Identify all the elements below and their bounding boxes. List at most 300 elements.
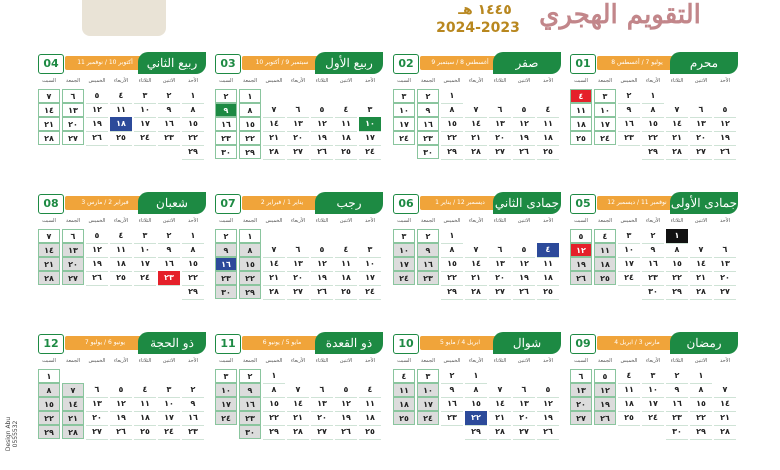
- day-cell[interactable]: ٣٠: [642, 285, 664, 300]
- day-cell[interactable]: ٢٦: [714, 145, 736, 160]
- day-cell[interactable]: ٢٤: [134, 271, 156, 286]
- day-cell[interactable]: ١٨: [110, 257, 132, 272]
- day-cell[interactable]: ٢٦: [110, 425, 132, 440]
- day-cell[interactable]: ٢٥: [594, 271, 616, 285]
- day-cell[interactable]: ١٨: [393, 397, 415, 411]
- day-cell[interactable]: ١٧: [417, 397, 439, 411]
- day-cell[interactable]: ١٠: [393, 243, 415, 257]
- day-cell[interactable]: ١٢: [513, 257, 535, 272]
- day-cell[interactable]: ١٦: [666, 397, 688, 412]
- day-cell[interactable]: ٣: [417, 369, 439, 383]
- day-cell[interactable]: ٢١: [263, 131, 285, 146]
- day-cell[interactable]: ١٠: [215, 383, 237, 397]
- day-cell[interactable]: ٥: [110, 383, 132, 398]
- day-cell[interactable]: ٢٠: [311, 411, 333, 426]
- day-cell[interactable]: ٢٣: [666, 411, 688, 426]
- day-cell[interactable]: ٢١: [690, 271, 712, 286]
- day-cell[interactable]: ٢٦: [86, 131, 108, 146]
- day-cell[interactable]: ٢٤: [359, 285, 381, 300]
- day-cell[interactable]: ١٦: [158, 117, 180, 132]
- day-cell[interactable]: ٤: [393, 369, 415, 383]
- day-cell[interactable]: ٥: [311, 103, 333, 118]
- day-cell[interactable]: ١٨: [335, 271, 357, 286]
- day-cell[interactable]: ١١: [359, 397, 381, 412]
- day-cell[interactable]: ٢٤: [134, 131, 156, 146]
- day-cell[interactable]: ٨: [182, 103, 204, 118]
- day-cell[interactable]: ١: [239, 229, 261, 243]
- day-cell[interactable]: ٧: [465, 243, 487, 258]
- day-cell[interactable]: ١٩: [311, 131, 333, 146]
- day-cell[interactable]: ١٢: [714, 117, 736, 132]
- day-cell[interactable]: ١٧: [134, 117, 156, 132]
- day-cell[interactable]: ٢٤: [642, 411, 664, 426]
- day-cell[interactable]: ٢٠: [287, 271, 309, 286]
- day-cell[interactable]: ٨: [690, 383, 712, 398]
- day-cell[interactable]: ١٠: [642, 383, 664, 398]
- day-cell[interactable]: ١: [690, 369, 712, 384]
- day-cell[interactable]: ٣: [134, 229, 156, 244]
- day-cell[interactable]: ١٩: [335, 411, 357, 426]
- day-cell[interactable]: ٢: [158, 89, 180, 104]
- day-cell[interactable]: ١٥: [239, 257, 261, 271]
- day-cell[interactable]: ٢٨: [465, 285, 487, 300]
- day-cell[interactable]: ٢٤: [393, 271, 415, 285]
- day-cell[interactable]: ١١: [335, 257, 357, 272]
- day-cell[interactable]: ٨: [182, 243, 204, 258]
- day-cell[interactable]: ٨: [239, 243, 261, 257]
- day-cell[interactable]: ٣: [594, 89, 616, 103]
- day-cell[interactable]: ١٤: [38, 103, 60, 117]
- day-cell[interactable]: ٢٧: [62, 131, 84, 145]
- day-cell[interactable]: ١٩: [714, 131, 736, 146]
- day-cell[interactable]: ١٩: [311, 271, 333, 286]
- day-cell[interactable]: ٢٧: [287, 285, 309, 300]
- day-cell[interactable]: ٢: [158, 229, 180, 244]
- day-cell[interactable]: ٢٦: [537, 425, 559, 440]
- day-cell[interactable]: ٢٦: [513, 285, 535, 300]
- day-cell[interactable]: ٢٧: [287, 145, 309, 160]
- day-cell[interactable]: ١٦: [618, 117, 640, 132]
- day-cell[interactable]: ١: [666, 229, 688, 244]
- day-cell[interactable]: ٢٣: [158, 131, 180, 146]
- day-cell[interactable]: ١٦: [417, 117, 439, 131]
- day-cell[interactable]: ١٤: [714, 397, 736, 412]
- day-cell[interactable]: ١٧: [393, 257, 415, 271]
- day-cell[interactable]: ٤: [335, 103, 357, 118]
- day-cell[interactable]: ١٧: [134, 257, 156, 272]
- day-cell[interactable]: ١: [263, 369, 285, 384]
- day-cell[interactable]: ٢٨: [263, 145, 285, 160]
- day-cell[interactable]: ٢١: [62, 411, 84, 425]
- day-cell[interactable]: ٢٦: [570, 271, 592, 285]
- day-cell[interactable]: ١٦: [441, 397, 463, 412]
- day-cell[interactable]: ١٩: [537, 411, 559, 426]
- day-cell[interactable]: ٢٠: [62, 117, 84, 131]
- day-cell[interactable]: ٥: [594, 369, 616, 383]
- day-cell[interactable]: ١٤: [465, 257, 487, 272]
- day-cell[interactable]: ١٦: [215, 117, 237, 131]
- day-cell[interactable]: ٢٢: [239, 271, 261, 285]
- day-cell[interactable]: ٢: [417, 229, 439, 243]
- day-cell[interactable]: ١٥: [690, 397, 712, 412]
- day-cell[interactable]: ٢٨: [489, 425, 511, 440]
- day-cell[interactable]: ٥: [335, 383, 357, 398]
- day-cell[interactable]: ٢٥: [393, 411, 415, 425]
- day-cell[interactable]: ٣: [359, 243, 381, 258]
- day-cell[interactable]: ١٣: [690, 117, 712, 132]
- day-cell[interactable]: ٢٥: [134, 425, 156, 440]
- day-cell[interactable]: ١٠: [359, 257, 381, 272]
- day-cell[interactable]: ١٦: [642, 257, 664, 272]
- day-cell[interactable]: ١٩: [86, 117, 108, 132]
- day-cell[interactable]: ٢١: [263, 271, 285, 286]
- day-cell[interactable]: ١: [441, 229, 463, 244]
- day-cell[interactable]: ٣٠: [239, 425, 261, 439]
- day-cell[interactable]: ٢١: [38, 257, 60, 271]
- day-cell[interactable]: ٢٨: [38, 271, 60, 285]
- day-cell[interactable]: ٣: [215, 369, 237, 383]
- day-cell[interactable]: ٥: [513, 243, 535, 258]
- day-cell[interactable]: ١٠: [393, 103, 415, 117]
- day-cell[interactable]: ٢٢: [441, 131, 463, 146]
- day-cell[interactable]: ٣٠: [417, 145, 439, 159]
- day-cell[interactable]: ٩: [417, 103, 439, 117]
- day-cell[interactable]: ١٣: [287, 117, 309, 132]
- day-cell[interactable]: ١٨: [110, 117, 132, 132]
- day-cell[interactable]: ١: [182, 229, 204, 244]
- day-cell[interactable]: ٢٠: [714, 271, 736, 286]
- day-cell[interactable]: ١٠: [417, 383, 439, 397]
- day-cell[interactable]: ٥: [86, 229, 108, 244]
- day-cell[interactable]: ١٢: [537, 397, 559, 412]
- day-cell[interactable]: ٧: [62, 383, 84, 397]
- day-cell[interactable]: ١٣: [513, 397, 535, 412]
- day-cell[interactable]: ٢١: [666, 131, 688, 146]
- day-cell[interactable]: ٢٣: [239, 411, 261, 425]
- day-cell[interactable]: ١٨: [618, 397, 640, 412]
- day-cell[interactable]: ١٢: [570, 243, 592, 257]
- day-cell[interactable]: ٦: [714, 243, 736, 258]
- day-cell[interactable]: ١٤: [489, 397, 511, 412]
- day-cell[interactable]: ٢٣: [417, 131, 439, 145]
- day-cell[interactable]: ١٤: [287, 397, 309, 412]
- day-cell[interactable]: ٢٣: [215, 271, 237, 285]
- day-cell[interactable]: ١: [441, 89, 463, 104]
- day-cell[interactable]: ٥: [86, 89, 108, 104]
- day-cell[interactable]: ٢٩: [182, 285, 204, 300]
- day-cell[interactable]: ٩: [158, 103, 180, 118]
- day-cell[interactable]: ١١: [537, 257, 559, 272]
- day-cell[interactable]: ٦: [513, 383, 535, 398]
- day-cell[interactable]: ٢٨: [287, 425, 309, 440]
- day-cell[interactable]: ٢٨: [690, 285, 712, 300]
- day-cell[interactable]: ١٨: [594, 257, 616, 271]
- day-cell[interactable]: ١٢: [513, 117, 535, 132]
- day-cell[interactable]: ١٧: [594, 117, 616, 131]
- day-cell[interactable]: ١٢: [311, 117, 333, 132]
- day-cell[interactable]: ٣٠: [666, 425, 688, 440]
- day-cell[interactable]: ٩: [618, 103, 640, 118]
- day-cell[interactable]: ٢٦: [86, 271, 108, 286]
- day-cell[interactable]: ٢: [618, 89, 640, 104]
- day-cell[interactable]: ١٢: [86, 243, 108, 258]
- day-cell[interactable]: ١: [239, 89, 261, 103]
- day-cell[interactable]: ٢١: [714, 411, 736, 426]
- day-cell[interactable]: ٣: [642, 369, 664, 384]
- day-cell[interactable]: ٢٠: [62, 257, 84, 271]
- day-cell[interactable]: ٥: [513, 103, 535, 118]
- day-cell[interactable]: ٢: [441, 369, 463, 384]
- day-cell[interactable]: ٢٠: [513, 411, 535, 426]
- day-cell[interactable]: ٤: [134, 383, 156, 398]
- day-cell[interactable]: ٢٩: [666, 285, 688, 300]
- day-cell[interactable]: ٣: [134, 89, 156, 104]
- day-cell[interactable]: ١٢: [594, 383, 616, 397]
- day-cell[interactable]: ٢٣: [618, 131, 640, 146]
- day-cell[interactable]: ١٣: [86, 397, 108, 412]
- day-cell[interactable]: ٣: [359, 103, 381, 118]
- day-cell[interactable]: ٦: [287, 103, 309, 118]
- day-cell[interactable]: ١٨: [335, 131, 357, 146]
- day-cell[interactable]: ١٦: [215, 257, 237, 271]
- day-cell[interactable]: ٢٦: [311, 285, 333, 300]
- day-cell[interactable]: ١٩: [570, 257, 592, 271]
- day-cell[interactable]: ١٠: [158, 397, 180, 412]
- day-cell[interactable]: ٦: [287, 243, 309, 258]
- day-cell[interactable]: ١٧: [393, 117, 415, 131]
- day-cell[interactable]: ٢٩: [182, 145, 204, 160]
- day-cell[interactable]: ١٦: [158, 257, 180, 272]
- day-cell[interactable]: ١٥: [642, 117, 664, 132]
- day-cell[interactable]: ٢٩: [239, 145, 261, 159]
- day-cell[interactable]: ١٩: [513, 271, 535, 286]
- day-cell[interactable]: ١٠: [134, 243, 156, 258]
- day-cell[interactable]: ٧: [263, 243, 285, 258]
- day-cell[interactable]: ٢٦: [311, 145, 333, 160]
- day-cell[interactable]: ٣٠: [215, 285, 237, 299]
- day-cell[interactable]: ٢٠: [570, 397, 592, 411]
- day-cell[interactable]: ٢٠: [489, 131, 511, 146]
- day-cell[interactable]: ٣٠: [215, 145, 237, 159]
- day-cell[interactable]: ٢٤: [359, 145, 381, 160]
- day-cell[interactable]: ٢٢: [38, 411, 60, 425]
- day-cell[interactable]: ٢١: [465, 131, 487, 146]
- day-cell[interactable]: ٩: [441, 383, 463, 398]
- day-cell[interactable]: ٥: [537, 383, 559, 398]
- day-cell[interactable]: ٩: [215, 103, 237, 117]
- day-cell[interactable]: ٢٨: [465, 145, 487, 160]
- day-cell[interactable]: ٢٩: [38, 425, 60, 439]
- day-cell[interactable]: ١٤: [690, 257, 712, 272]
- day-cell[interactable]: ١٩: [594, 397, 616, 411]
- day-cell[interactable]: ٨: [239, 103, 261, 117]
- day-cell[interactable]: ٢٩: [263, 425, 285, 440]
- day-cell[interactable]: ٢٢: [239, 131, 261, 145]
- day-cell[interactable]: ٨: [263, 383, 285, 398]
- day-cell[interactable]: ٢٥: [570, 131, 592, 145]
- day-cell[interactable]: ٢٤: [393, 131, 415, 145]
- day-cell[interactable]: ٨: [642, 103, 664, 118]
- day-cell[interactable]: ٢٢: [666, 271, 688, 286]
- day-cell[interactable]: ٧: [666, 103, 688, 118]
- day-cell[interactable]: ١٩: [513, 131, 535, 146]
- day-cell[interactable]: ٥: [311, 243, 333, 258]
- day-cell[interactable]: ٤: [359, 383, 381, 398]
- day-cell[interactable]: ١٤: [263, 117, 285, 132]
- day-cell[interactable]: ١٣: [311, 397, 333, 412]
- day-cell[interactable]: ١٩: [86, 257, 108, 272]
- day-cell[interactable]: ٢٢: [441, 271, 463, 286]
- day-cell[interactable]: ١٠: [618, 243, 640, 258]
- day-cell[interactable]: ٢: [215, 89, 237, 103]
- day-cell[interactable]: ٢٧: [489, 285, 511, 300]
- day-cell[interactable]: ٧: [38, 229, 60, 243]
- day-cell[interactable]: ٢١: [287, 411, 309, 426]
- day-cell[interactable]: ٤: [335, 243, 357, 258]
- day-cell[interactable]: ٧: [465, 103, 487, 118]
- day-cell[interactable]: ١٨: [359, 411, 381, 426]
- day-cell[interactable]: ٥: [714, 103, 736, 118]
- day-cell[interactable]: ٨: [465, 383, 487, 398]
- day-cell[interactable]: ٢٢: [465, 411, 487, 426]
- day-cell[interactable]: ٢٠: [489, 271, 511, 286]
- day-cell[interactable]: ٨: [441, 243, 463, 258]
- day-cell[interactable]: ٩: [417, 243, 439, 257]
- day-cell[interactable]: ٣: [393, 89, 415, 103]
- day-cell[interactable]: ٤: [537, 103, 559, 118]
- day-cell[interactable]: ٢٦: [513, 145, 535, 160]
- day-cell[interactable]: ٢٣: [642, 271, 664, 286]
- day-cell[interactable]: ١٥: [38, 397, 60, 411]
- day-cell[interactable]: ٢٤: [417, 411, 439, 425]
- day-cell[interactable]: ٢٣: [215, 131, 237, 145]
- day-cell[interactable]: ٩: [215, 243, 237, 257]
- day-cell[interactable]: ٢٨: [666, 145, 688, 160]
- day-cell[interactable]: ٢٥: [335, 145, 357, 160]
- day-cell[interactable]: ٧: [287, 383, 309, 398]
- day-cell[interactable]: ١٥: [182, 257, 204, 272]
- day-cell[interactable]: ٢١: [465, 271, 487, 286]
- day-cell[interactable]: ٢٠: [287, 131, 309, 146]
- day-cell[interactable]: ٢٥: [537, 145, 559, 160]
- day-cell[interactable]: ٢٢: [642, 131, 664, 146]
- day-cell[interactable]: ٢٩: [465, 425, 487, 440]
- day-cell[interactable]: ٢٤: [618, 271, 640, 286]
- day-cell[interactable]: ٦: [311, 383, 333, 398]
- day-cell[interactable]: ٢: [666, 369, 688, 384]
- day-cell[interactable]: ٦: [489, 243, 511, 258]
- day-cell[interactable]: ٤: [110, 89, 132, 104]
- day-cell[interactable]: ١٢: [110, 397, 132, 412]
- day-cell[interactable]: ٢٧: [311, 425, 333, 440]
- day-cell[interactable]: ١: [642, 89, 664, 104]
- day-cell[interactable]: ١٣: [62, 243, 84, 257]
- day-cell[interactable]: ٣: [393, 229, 415, 243]
- day-cell[interactable]: ١٣: [62, 103, 84, 117]
- day-cell[interactable]: ٧: [489, 383, 511, 398]
- day-cell[interactable]: ١٣: [287, 257, 309, 272]
- day-cell[interactable]: ٦: [62, 229, 84, 243]
- day-cell[interactable]: ١١: [618, 383, 640, 398]
- day-cell[interactable]: ٦: [86, 383, 108, 398]
- day-cell[interactable]: ١٦: [239, 397, 261, 411]
- day-cell[interactable]: ٢٧: [62, 271, 84, 285]
- day-cell[interactable]: ٢٥: [537, 285, 559, 300]
- day-cell[interactable]: ١٢: [335, 397, 357, 412]
- day-cell[interactable]: ٨: [38, 383, 60, 397]
- day-cell[interactable]: ١٣: [489, 117, 511, 132]
- day-cell[interactable]: ١١: [335, 117, 357, 132]
- day-cell[interactable]: ١٥: [441, 117, 463, 132]
- day-cell[interactable]: ١٨: [537, 271, 559, 286]
- day-cell[interactable]: ٢٥: [110, 271, 132, 286]
- day-cell[interactable]: ٢٩: [690, 425, 712, 440]
- day-cell[interactable]: ١٢: [86, 103, 108, 118]
- day-cell[interactable]: ١١: [537, 117, 559, 132]
- day-cell[interactable]: ٢: [215, 229, 237, 243]
- day-cell[interactable]: ٢٧: [690, 145, 712, 160]
- day-cell[interactable]: ١٥: [239, 117, 261, 131]
- day-cell[interactable]: ١٣: [570, 383, 592, 397]
- day-cell[interactable]: ١١: [594, 243, 616, 257]
- day-cell[interactable]: ٤: [618, 369, 640, 384]
- day-cell[interactable]: ٢٨: [263, 285, 285, 300]
- day-cell[interactable]: ١١: [110, 103, 132, 118]
- day-cell[interactable]: ٢٨: [62, 425, 84, 439]
- day-cell[interactable]: ١٧: [359, 271, 381, 286]
- day-cell[interactable]: ٢٢: [182, 131, 204, 146]
- day-cell[interactable]: ١٧: [158, 411, 180, 426]
- day-cell[interactable]: ٦: [489, 103, 511, 118]
- day-cell[interactable]: ١٥: [182, 117, 204, 132]
- day-cell[interactable]: ١١: [393, 383, 415, 397]
- day-cell[interactable]: ١٣: [489, 257, 511, 272]
- day-cell[interactable]: ١٢: [311, 257, 333, 272]
- day-cell[interactable]: ٢٢: [182, 271, 204, 286]
- day-cell[interactable]: ١١: [134, 397, 156, 412]
- day-cell[interactable]: ١٩: [110, 411, 132, 426]
- day-cell[interactable]: ٢٦: [594, 411, 616, 425]
- day-cell[interactable]: ٤: [570, 89, 592, 103]
- day-cell[interactable]: ٢٦: [335, 425, 357, 440]
- day-cell[interactable]: ٢١: [489, 411, 511, 426]
- day-cell[interactable]: ٢٣: [158, 271, 180, 286]
- day-cell[interactable]: ١٤: [38, 243, 60, 257]
- day-cell[interactable]: ٢: [642, 229, 664, 244]
- day-cell[interactable]: ٤: [537, 243, 559, 258]
- day-cell[interactable]: ١٤: [666, 117, 688, 132]
- day-cell[interactable]: ١٥: [441, 257, 463, 272]
- day-cell[interactable]: ١٦: [182, 411, 204, 426]
- day-cell[interactable]: ٢٧: [513, 425, 535, 440]
- day-cell[interactable]: ٩: [239, 383, 261, 397]
- day-cell[interactable]: ١٠: [134, 103, 156, 118]
- day-cell[interactable]: ٢٨: [38, 131, 60, 145]
- day-cell[interactable]: ٢: [182, 383, 204, 398]
- day-cell[interactable]: ٢٠: [86, 411, 108, 426]
- day-cell[interactable]: ٢٩: [441, 285, 463, 300]
- day-cell[interactable]: ٧: [690, 243, 712, 258]
- day-cell[interactable]: ١٨: [570, 117, 592, 131]
- day-cell[interactable]: ٣: [618, 229, 640, 244]
- day-cell[interactable]: ٢: [417, 89, 439, 103]
- day-cell[interactable]: ٢٥: [335, 285, 357, 300]
- day-cell[interactable]: ٢٤: [158, 425, 180, 440]
- day-cell[interactable]: ٢٧: [86, 425, 108, 440]
- day-cell[interactable]: ٢٧: [489, 145, 511, 160]
- day-cell[interactable]: ٢١: [38, 117, 60, 131]
- day-cell[interactable]: ٧: [38, 89, 60, 103]
